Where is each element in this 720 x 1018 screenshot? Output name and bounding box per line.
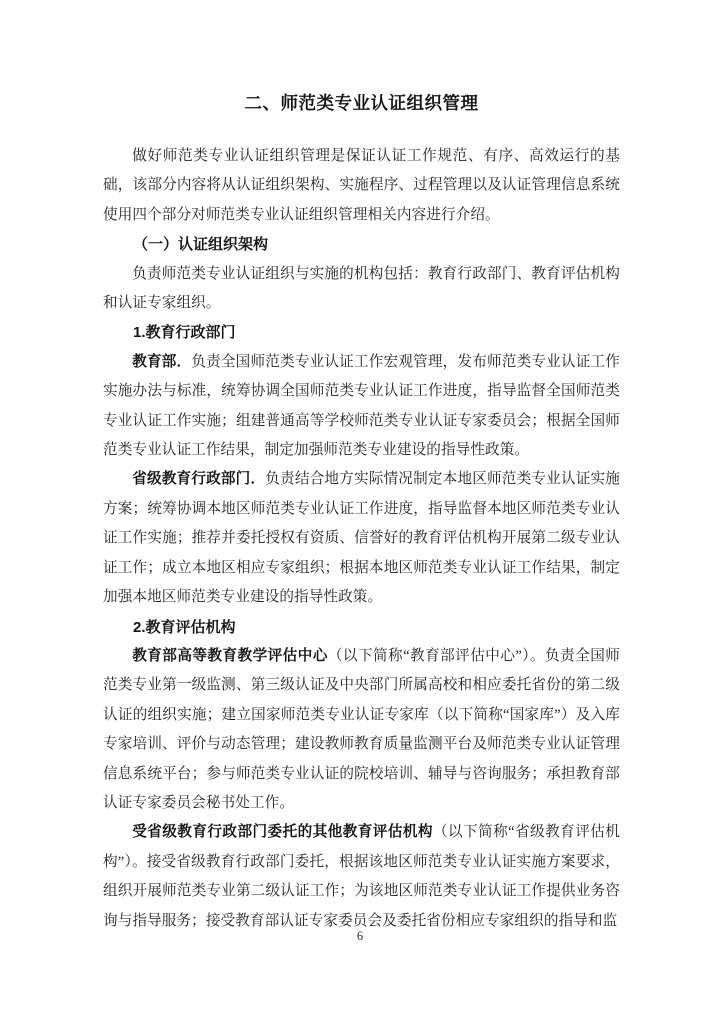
heec-lead-term: 教育部高等教育教学评估中心 <box>132 647 328 664</box>
section-intro-paragraph: 负责师范类专业认证组织与实施的机构包括：教育行政部门、教育评估机构和认证专家组织。 <box>103 265 620 312</box>
page-number: 6 <box>356 929 364 943</box>
moe-lead-term: 教育部． <box>132 353 192 370</box>
document-content <box>103 90 620 936</box>
other-agency-paragraph-text: （以下简称“省级教育评估机构”）。接受省级教育行政部门委托，根据该地区师范类专业认证实施方案要求，组织开展师范类专业第二级认证工作；为该地区师范类专业认证工作提供业务咨询与指导服务；接受教育部认证专家委员会及委托省份相应专家组织的指导和监 <box>103 824 620 929</box>
heec-paragraph-text: （以下简称“教育部评估中心”）。负责全国师范类专业第一级监测、第三级认证及中央部门所属高校和相应委托省份的第二级认证的组织实施；建立国家师范类专业认证专家库（以下简称“国家库”）及入库专家培训、评价与动态管理；建设教师教育质量监测平台及师范类专业认证管理信息系统平台；参与师范类专业认证的院校培训、辅导与咨询服务；承担教育部认证专家委员会秘书处工作。 <box>103 647 620 811</box>
subsection-heading-admin-departments: 1.教育行政部门 <box>133 324 236 342</box>
provincial-paragraph <box>103 465 620 612</box>
moe-paragraph <box>103 348 620 466</box>
provincial-paragraph-text: 负责结合地方实际情况制定本地区师范类专业认证实施方案；统筹协调本地区师范类专业认证工作进度，指导监督本地区师范类专业认证工作实施；推荐并委托授权有资质、信誉好的教育评估机构开展第二级专业认证工作；成立本地区相应专家组织；根据本地区师范类专业认证工作结果，制定加强本地区师范类专业建设的指导性政策。 <box>103 471 620 606</box>
section-heading-org-structure: （一）认证组织架构 <box>133 236 269 254</box>
heec-paragraph <box>103 642 620 818</box>
provincial-lead-term: 省级教育行政部门． <box>132 471 266 488</box>
subsection-heading-evaluation-agencies: 2.教育评估机构 <box>133 618 236 636</box>
page-title: 二、师范类专业认证组织管理 <box>244 93 479 113</box>
other-agency-lead-term: 受省级教育行政部门委托的其他教育评估机构 <box>132 824 433 841</box>
other-agency-paragraph <box>103 818 620 936</box>
moe-paragraph-text: 负责全国师范类专业认证工作宏观管理，发布师范类专业认证工作实施办法与标准，统筹协调全国师范类专业认证工作进度，指导监督全国师范类专业认证工作实施；组建普通高等学校师范类专业认证专家委员会；根据全国师范类专业认证工作结果，制定加强师范类专业建设的指导性政策。 <box>103 353 620 459</box>
intro-paragraph: 做好师范类专业认证组织管理是保证认证工作规范、有序、高效运行的基础，该部分内容将从认证组织架构、实施程序、过程管理以及认证管理信息系统使用四个部分对师范类专业认证组织管理相关内容进行介绍。 <box>103 148 620 223</box>
